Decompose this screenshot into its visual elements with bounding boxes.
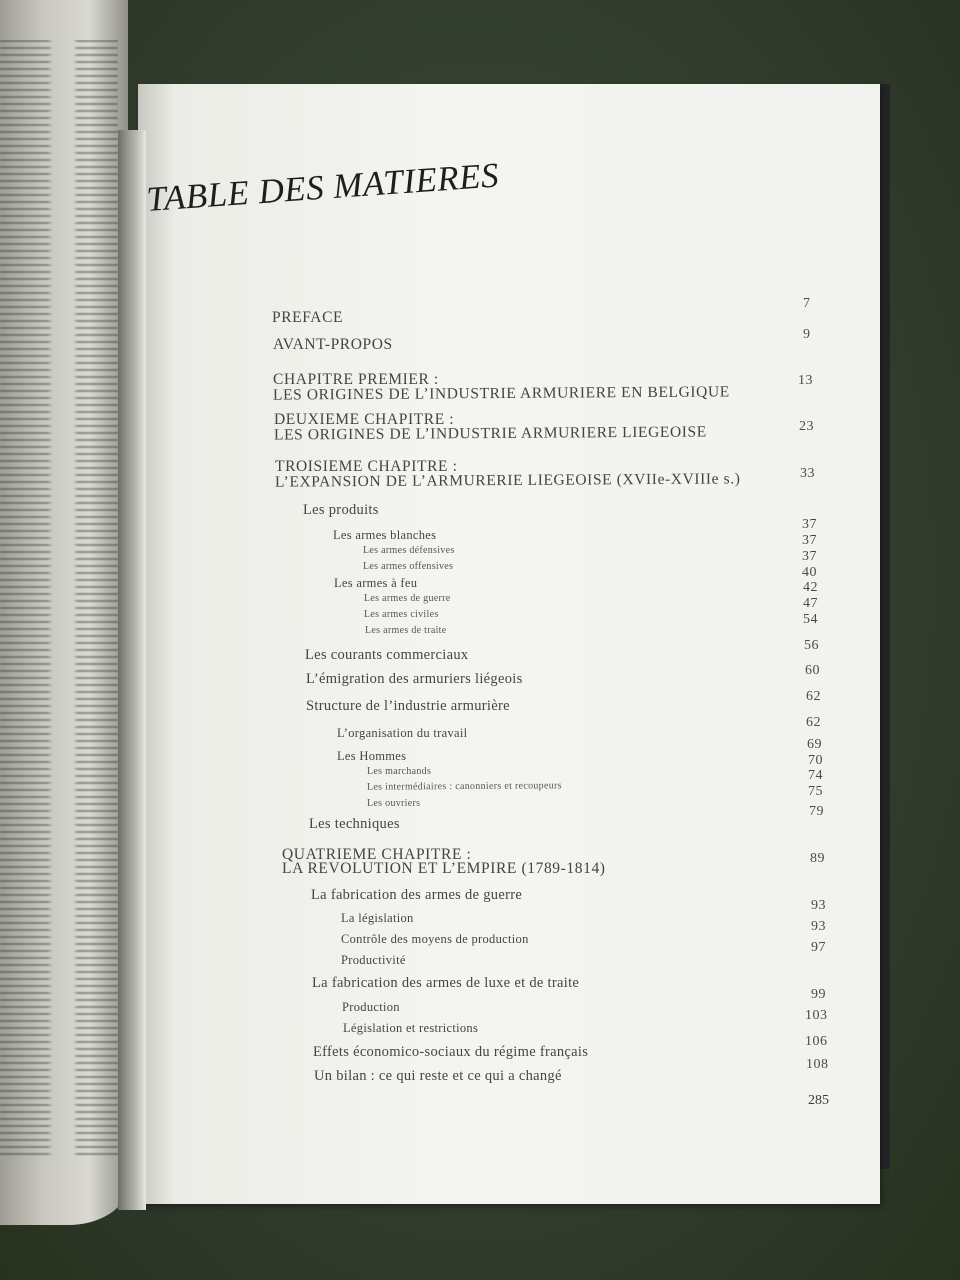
toc-page-number: 37 xyxy=(802,549,817,564)
toc-page-number: 37 xyxy=(802,517,817,532)
page-title: TABLE DES MATIERES xyxy=(145,155,501,220)
toc-entry-les-produits: Les produits xyxy=(303,502,379,518)
toc-entry-effets: Effets économico-sociaux du régime français xyxy=(313,1044,589,1060)
toc-page-number: 99 xyxy=(811,987,826,1002)
toc-page-number: 93 xyxy=(811,898,826,913)
toc-page-number: 56 xyxy=(804,638,819,653)
toc-entry-chapter-2-title: LES ORIGINES DE L’INDUSTRIE ARMURIERE LIEGEOISE xyxy=(273,423,707,444)
toc-page-number: 75 xyxy=(808,784,823,799)
toc-page-number: 62 xyxy=(806,689,821,704)
toc-page-number: 106 xyxy=(805,1034,828,1049)
toc-entry-armes-a-feu: Les armes à feu xyxy=(334,576,418,590)
toc-page-number: 42 xyxy=(803,580,818,595)
toc-entry-bilan: Un bilan : ce qui reste et ce qui a changé xyxy=(314,1068,562,1084)
toc-entry-chapter-4-title: LA REVOLUTION ET L’EMPIRE (1789-1814) xyxy=(282,860,606,877)
toc-entry-chapter-1-title: LES ORIGINES DE L’INDUSTRIE ARMURIERE EN BELGIQUE xyxy=(272,383,730,404)
toc-entry-marchands: Les marchands xyxy=(367,766,432,777)
toc-entry-legislation-restrictions: Législation et restrictions xyxy=(343,1021,479,1035)
toc-entry-fabrication-luxe: La fabrication des armes de luxe et de traite xyxy=(312,975,580,991)
toc-page-number: 62 xyxy=(806,715,821,730)
toc-entry-armes-defensives: Les armes défensives xyxy=(363,545,455,556)
toc-entry-les-hommes: Les Hommes xyxy=(337,749,407,763)
toc-page-number: 79 xyxy=(809,804,824,819)
toc-entry-organisation-travail: L’organisation du travail xyxy=(337,726,468,740)
toc-entry-armes-de-guerre: Les armes de guerre xyxy=(364,593,451,604)
toc-page-number: 69 xyxy=(807,737,822,752)
toc-page-number: 37 xyxy=(802,533,817,548)
toc-entry-intermediaires: Les intermédiaires : canonniers et recoupeurs xyxy=(366,780,562,793)
toc-page-number: 93 xyxy=(811,919,826,934)
toc-page-number: 7 xyxy=(803,296,811,311)
toc-entry-chapter-1-label: CHAPITRE PREMIER : xyxy=(273,371,439,388)
toc-entry-controle: Contrôle des moyens de production xyxy=(341,932,529,946)
toc-entry-armes-civiles: Les armes civiles xyxy=(364,609,439,620)
toc-page-number: 40 xyxy=(802,565,817,580)
folio-page-number: 285 xyxy=(808,1093,829,1108)
toc-entry-courants-commerciaux: Les courants commerciaux xyxy=(305,647,469,663)
toc-entry-chapter-3-label: TROISIEME CHAPITRE : xyxy=(275,458,458,475)
toc-entry-chapter-4-label: QUATRIEME CHAPITRE : xyxy=(282,846,472,863)
toc-page-number: 70 xyxy=(808,753,823,768)
toc-entry-legislation: La législation xyxy=(341,911,414,925)
toc-entry-production: Production xyxy=(342,1000,400,1014)
toc-entry-armes-de-traite: Les armes de traite xyxy=(365,625,447,636)
toc-page-number: 9 xyxy=(803,327,811,342)
toc-entry-avant-propos: AVANT-PROPOS xyxy=(273,336,393,353)
toc-page-number: 47 xyxy=(803,596,818,611)
toc-page-number: 97 xyxy=(811,940,826,955)
toc-page-number: 23 xyxy=(799,419,814,434)
toc-page-number: 54 xyxy=(803,612,818,627)
toc-page-number: 33 xyxy=(800,466,815,481)
toc-entry-preface: PREFACE xyxy=(272,309,344,326)
toc-entry-fabrication-guerre: La fabrication des armes de guerre xyxy=(311,887,523,903)
toc-page-number: 13 xyxy=(798,373,813,388)
toc-entry-ouvriers: Les ouvriers xyxy=(367,798,421,809)
toc-entry-techniques: Les techniques xyxy=(309,816,400,832)
toc-entry-structure: Structure de l’industrie armurière xyxy=(306,698,510,714)
toc-entry-armes-offensives: Les armes offensives xyxy=(363,561,454,572)
toc-entry-armes-blanches: Les armes blanches xyxy=(333,528,437,542)
toc-page-number: 60 xyxy=(805,663,820,678)
toc-page-number: 74 xyxy=(808,768,823,783)
toc-entry-chapter-2-label: DEUXIEME CHAPITRE : xyxy=(274,411,455,428)
toc-page-number: 103 xyxy=(805,1008,828,1023)
toc-page-number: 108 xyxy=(806,1057,829,1072)
toc-entry-emigration: L’émigration des armuriers liégeois xyxy=(306,671,523,687)
toc-entry-chapter-3-title: L’EXPANSION DE L’ARMURERIE LIEGEOISE (XVIIe-XVIIIe s.) xyxy=(274,470,741,491)
toc-page-number: 89 xyxy=(810,851,825,866)
toc-entry-productivite: Productivité xyxy=(341,953,406,967)
